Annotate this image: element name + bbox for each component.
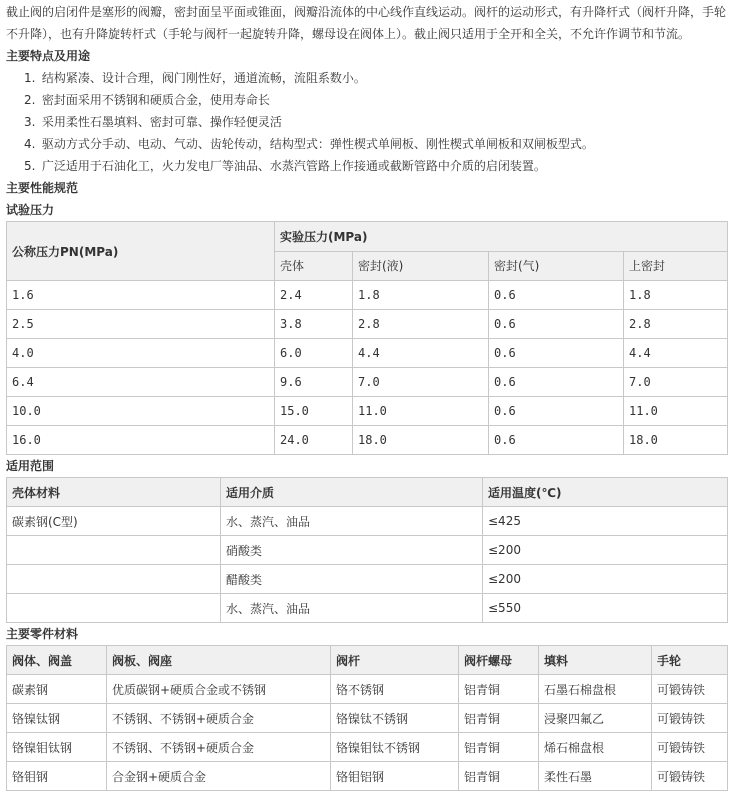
column-header: 阀杆 bbox=[331, 646, 459, 675]
table-row bbox=[7, 397, 728, 426]
test-pressure-table bbox=[6, 221, 728, 455]
application-range-heading: 适用范围 bbox=[6, 459, 55, 473]
table-cell: 18.0 bbox=[353, 426, 489, 455]
table-row bbox=[7, 426, 728, 455]
table-row bbox=[7, 507, 728, 536]
table-cell: ≤200 bbox=[483, 536, 728, 565]
table-cell: 0.6 bbox=[489, 397, 624, 426]
column-header: 阀体、阀盖 bbox=[7, 646, 107, 675]
table-cell: 铬镍钼钛不锈钢 bbox=[331, 733, 459, 762]
list-item: 2. 密封面采用不锈钢和硬质合金，使用寿命长 bbox=[24, 93, 270, 107]
intro-paragraph: 截止阀的启闭件是塞形的阀瓣，密封面呈平面或锥面，阀瓣沿流体的中心线作直线运动。阀杆的运动形式，有升降杆式（阀杆升降，手轮不升降），也有升降旋转杆式（手轮与阀杆一起旋转升降，螺母设在阀体上）。截止阀只适用于全开和全关，不允许作调节和节流。 bbox=[6, 5, 727, 41]
table-cell: 铬钼铝钢 bbox=[331, 762, 459, 791]
table-cell: 烯石棉盘根 bbox=[539, 733, 652, 762]
table-row bbox=[7, 368, 728, 397]
table-cell: 浸聚四氟乙 bbox=[539, 704, 652, 733]
table-cell: 4.4 bbox=[353, 339, 489, 368]
table-cell: 合金钢+硬质合金 bbox=[107, 762, 331, 791]
column-header: 手轮 bbox=[652, 646, 728, 675]
table-row bbox=[7, 733, 728, 762]
list-item: 5. 广泛适用于石油化工，火力发电厂等油品、水蒸汽管路上作接通或截断管路中介质的启闭装置。 bbox=[24, 159, 546, 173]
table-header-row bbox=[7, 222, 728, 252]
table-cell: 铬钼钢 bbox=[7, 762, 107, 791]
table-cell: 18.0 bbox=[624, 426, 728, 455]
table-row bbox=[7, 565, 728, 594]
table-cell: 水、蒸汽、油品 bbox=[221, 507, 483, 536]
table-cell: 0.6 bbox=[489, 368, 624, 397]
table-cell: 2.8 bbox=[353, 310, 489, 339]
table-cell: 水、蒸汽、油品 bbox=[221, 594, 483, 623]
test-pressure-heading: 试验压力 bbox=[6, 203, 55, 217]
list-item: 3. 采用柔性石墨填料、密封可靠、操作轻便灵活 bbox=[24, 115, 282, 129]
performance-heading: 主要性能规范 bbox=[6, 181, 79, 195]
table-cell: 2.5 bbox=[7, 310, 275, 339]
table-cell: 1.8 bbox=[353, 281, 489, 310]
table-row bbox=[7, 281, 728, 310]
table-cell: 碳素钢 bbox=[7, 675, 107, 704]
table-cell: 可锻铸铁 bbox=[652, 704, 728, 733]
column-header: 适用温度(℃) bbox=[483, 478, 728, 507]
table-row bbox=[7, 339, 728, 368]
table-cell: 柔性石墨 bbox=[539, 762, 652, 791]
table-cell bbox=[7, 594, 221, 623]
table-cell: 4.4 bbox=[624, 339, 728, 368]
table-cell: 铝青铜 bbox=[459, 704, 539, 733]
table-cell: 7.0 bbox=[624, 368, 728, 397]
column-header: 密封(气) bbox=[489, 251, 624, 281]
table-row bbox=[7, 704, 728, 733]
table-cell: 醋酸类 bbox=[221, 565, 483, 594]
table-cell: 硝酸类 bbox=[221, 536, 483, 565]
application-range-table bbox=[6, 477, 728, 623]
table-cell: 16.0 bbox=[7, 426, 275, 455]
table-row bbox=[7, 762, 728, 791]
column-header: 阀板、阀座 bbox=[107, 646, 331, 675]
table-cell: 6.4 bbox=[7, 368, 275, 397]
features-heading: 主要特点及用途 bbox=[6, 49, 91, 63]
table-row bbox=[7, 310, 728, 339]
main-parts-materials-heading: 主要零件材料 bbox=[6, 627, 79, 641]
table-cell: 4.0 bbox=[7, 339, 275, 368]
table-cell: ≤425 bbox=[483, 507, 728, 536]
column-header: 密封(液) bbox=[353, 251, 489, 281]
table-cell: 0.6 bbox=[489, 426, 624, 455]
table-row bbox=[7, 536, 728, 565]
table-cell: 24.0 bbox=[275, 426, 353, 455]
main-parts-materials-table bbox=[6, 645, 728, 791]
table-cell: 11.0 bbox=[353, 397, 489, 426]
features-list bbox=[6, 67, 727, 177]
table-cell: ≤200 bbox=[483, 565, 728, 594]
table-row bbox=[7, 675, 728, 704]
table-cell: 不锈钢、不锈钢+硬质合金 bbox=[107, 704, 331, 733]
table-cell: 11.0 bbox=[624, 397, 728, 426]
table-cell: 碳素钢(C型) bbox=[7, 507, 221, 536]
column-header: 适用介质 bbox=[221, 478, 483, 507]
table-cell: 2.4 bbox=[275, 281, 353, 310]
table-cell: 0.6 bbox=[489, 281, 624, 310]
test-pressure-group-header: 实验压力(MPa) bbox=[275, 222, 728, 252]
table-cell: 铬镍钛不锈钢 bbox=[331, 704, 459, 733]
table-cell: 15.0 bbox=[275, 397, 353, 426]
table-cell bbox=[7, 536, 221, 565]
table-cell: 6.0 bbox=[275, 339, 353, 368]
table-cell: 铝青铜 bbox=[459, 762, 539, 791]
table-cell: 1.8 bbox=[624, 281, 728, 310]
list-item: 4. 驱动方式分手动、电动、气动、齿轮传动，结构型式：弹性楔式单闸板、刚性楔式单闸板和双闸板型式。 bbox=[24, 137, 594, 151]
table-cell: 9.6 bbox=[275, 368, 353, 397]
table-cell: 铝青铜 bbox=[459, 733, 539, 762]
column-header: 阀杆螺母 bbox=[459, 646, 539, 675]
table-header-row bbox=[7, 646, 728, 675]
column-header: 壳体材料 bbox=[7, 478, 221, 507]
table-cell: 铝青铜 bbox=[459, 675, 539, 704]
table-cell: 石墨石棉盘根 bbox=[539, 675, 652, 704]
table-cell: 7.0 bbox=[353, 368, 489, 397]
table-cell: 可锻铸铁 bbox=[652, 762, 728, 791]
table-cell: 铬镍钛钢 bbox=[7, 704, 107, 733]
table-cell: ≤550 bbox=[483, 594, 728, 623]
table-cell: 可锻铸铁 bbox=[652, 733, 728, 762]
table-cell: 0.6 bbox=[489, 310, 624, 339]
table-cell: 不锈钢、不锈钢+硬质合金 bbox=[107, 733, 331, 762]
table-cell: 1.6 bbox=[7, 281, 275, 310]
table-row bbox=[7, 594, 728, 623]
table-cell: 10.0 bbox=[7, 397, 275, 426]
column-header: 壳体 bbox=[275, 251, 353, 281]
table-cell: 铬不锈钢 bbox=[331, 675, 459, 704]
column-header: 上密封 bbox=[624, 251, 728, 281]
table-cell: 2.8 bbox=[624, 310, 728, 339]
column-header: 填料 bbox=[539, 646, 652, 675]
table-cell: 0.6 bbox=[489, 339, 624, 368]
nominal-pressure-header: 公称压力PN(MPa) bbox=[7, 222, 275, 281]
table-cell: 3.8 bbox=[275, 310, 353, 339]
table-header-row bbox=[7, 478, 728, 507]
table-cell: 铬镍钼钛钢 bbox=[7, 733, 107, 762]
list-item: 1. 结构紧凑、设计合理，阀门刚性好，通道流畅，流阻系数小。 bbox=[24, 71, 366, 85]
table-cell: 可锻铸铁 bbox=[652, 675, 728, 704]
table-cell bbox=[7, 565, 221, 594]
table-cell: 优质碳钢+硬质合金或不锈钢 bbox=[107, 675, 331, 704]
